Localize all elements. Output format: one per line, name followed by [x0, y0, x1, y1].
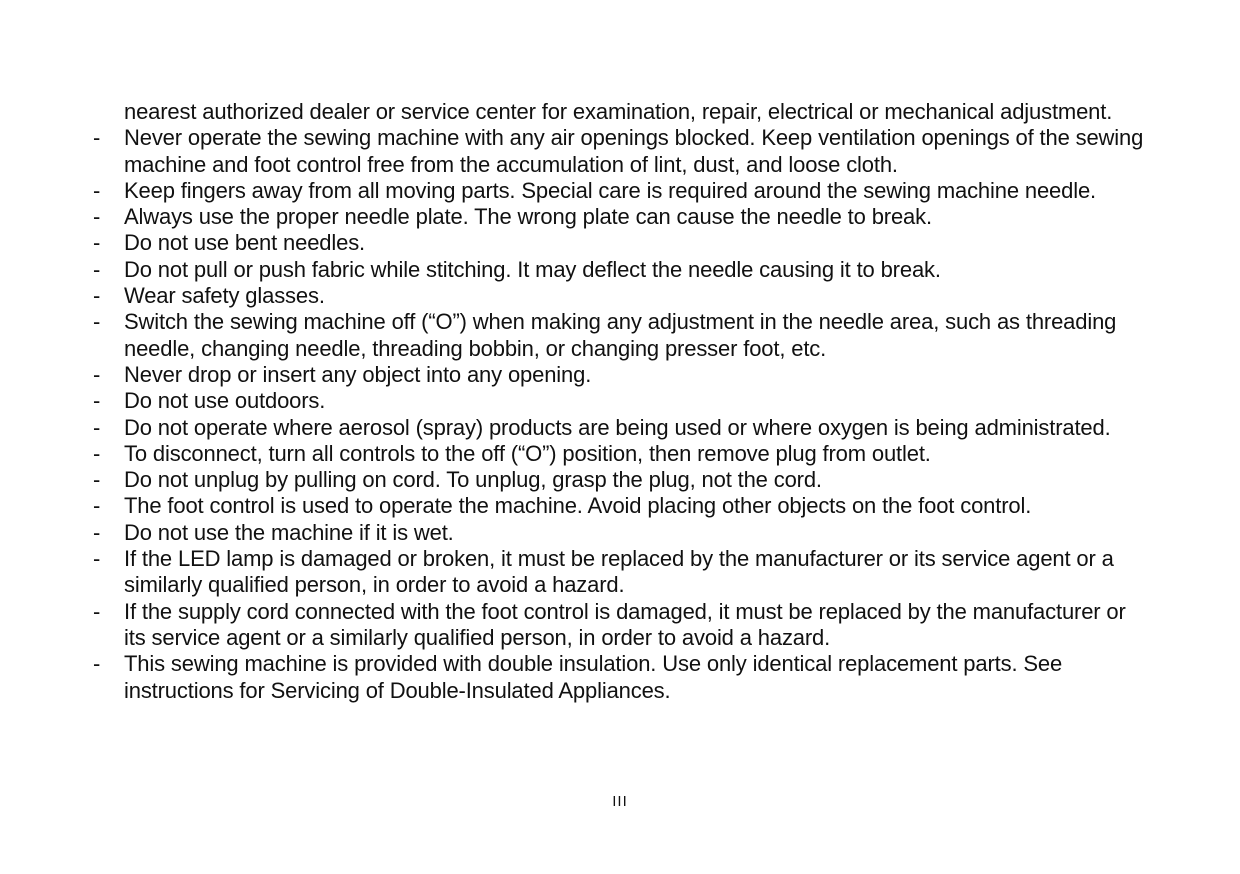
bullet-dash: -: [93, 388, 101, 414]
bullet-dash: -: [93, 256, 101, 282]
bullet-dash: -: [93, 414, 101, 440]
list-item: [90, 546, 1150, 599]
list-item: [90, 230, 1150, 256]
list-item: [90, 125, 1150, 178]
safety-instructions: [90, 99, 1150, 704]
list-item-text: Do not use outdoors.: [124, 388, 326, 414]
bullet-dash: -: [93, 651, 101, 677]
list-item-text: Wear safety glasses.: [124, 283, 325, 309]
bullet-dash: -: [93, 230, 101, 256]
bullet-dash: -: [93, 309, 101, 335]
list-item-text: Keep fingers away from all moving parts. Special care is required around the sewing machine needle.: [124, 177, 1097, 203]
bullet-dash: -: [93, 440, 101, 466]
list-item: [90, 493, 1150, 519]
list-item-text: The foot control is used to operate the machine. Avoid placing other objects on the foot control.: [124, 493, 1032, 519]
bullet-dash: -: [93, 283, 101, 309]
list-item: [90, 283, 1150, 309]
list-item: [90, 362, 1150, 388]
list-item: [90, 651, 1150, 704]
list-item-text: Switch the sewing machine off (“O”) when making any adjustment in the needle area, such as threading needle, changing needle, threading bobbin, or changing presser foot, etc.: [124, 309, 1117, 361]
list-item: [90, 309, 1150, 362]
list-item-text: Do not use the machine if it is wet.: [124, 519, 454, 545]
list-item: [90, 441, 1150, 467]
list-item-text: Do not operate where aerosol (spray) products are being used or where oxygen is being administrated.: [124, 414, 1111, 440]
bullet-dash: -: [93, 125, 101, 151]
bullet-dash: -: [93, 598, 101, 624]
list-item-text: Always use the proper needle plate. The wrong plate can cause the needle to break.: [124, 204, 932, 230]
list-item-text: To disconnect, turn all controls to the off (“O”) position, then remove plug from outlet.: [124, 440, 931, 466]
safety-list: [90, 125, 1150, 704]
list-item: [90, 204, 1150, 230]
list-item: [90, 388, 1150, 414]
bullet-dash: -: [93, 177, 101, 203]
list-item-text: Never drop or insert any object into any opening.: [124, 361, 592, 387]
bullet-dash: -: [93, 361, 101, 387]
list-item-text: Do not use bent needles.: [124, 230, 366, 256]
page-number: III: [612, 793, 628, 810]
list-item-text: This sewing machine is provided with double insulation. Use only identical replacement parts. See instructions for Servicing of Double-Insulated Appliances.: [124, 651, 1063, 703]
list-item: [90, 415, 1150, 441]
list-item: [90, 178, 1150, 204]
list-item-text: Never operate the sewing machine with any air openings blocked. Keep ventilation openings of the sewing machine and foot control free from the accumulation of lint, dust, and loose cloth.: [124, 125, 1144, 177]
list-item: [90, 599, 1150, 652]
bullet-dash: -: [93, 493, 101, 519]
list-item: [90, 467, 1150, 493]
bullet-dash: -: [93, 204, 101, 230]
list-item: [90, 257, 1150, 283]
list-item-text: If the supply cord connected with the foot control is damaged, it must be replaced by the manufacturer or its service agent or a similarly qualified person, in order to avoid a hazard.: [124, 598, 1126, 650]
bullet-dash: -: [93, 546, 101, 572]
list-item-text: Do not pull or push fabric while stitching. It may deflect the needle causing it to break.: [124, 256, 941, 282]
continued-paragraph: nearest authorized dealer or service center for examination, repair, electrical or mechanical adjustment.: [124, 99, 1113, 124]
bullet-dash: -: [93, 519, 101, 545]
list-item-text: If the LED lamp is damaged or broken, it must be replaced by the manufacturer or its service agent or a similarly qualified person, in order to avoid a hazard.: [124, 546, 1114, 598]
list-item: [90, 520, 1150, 546]
list-item-text: Do not unplug by pulling on cord. To unplug, grasp the plug, not the cord.: [124, 467, 822, 493]
bullet-dash: -: [93, 467, 101, 493]
